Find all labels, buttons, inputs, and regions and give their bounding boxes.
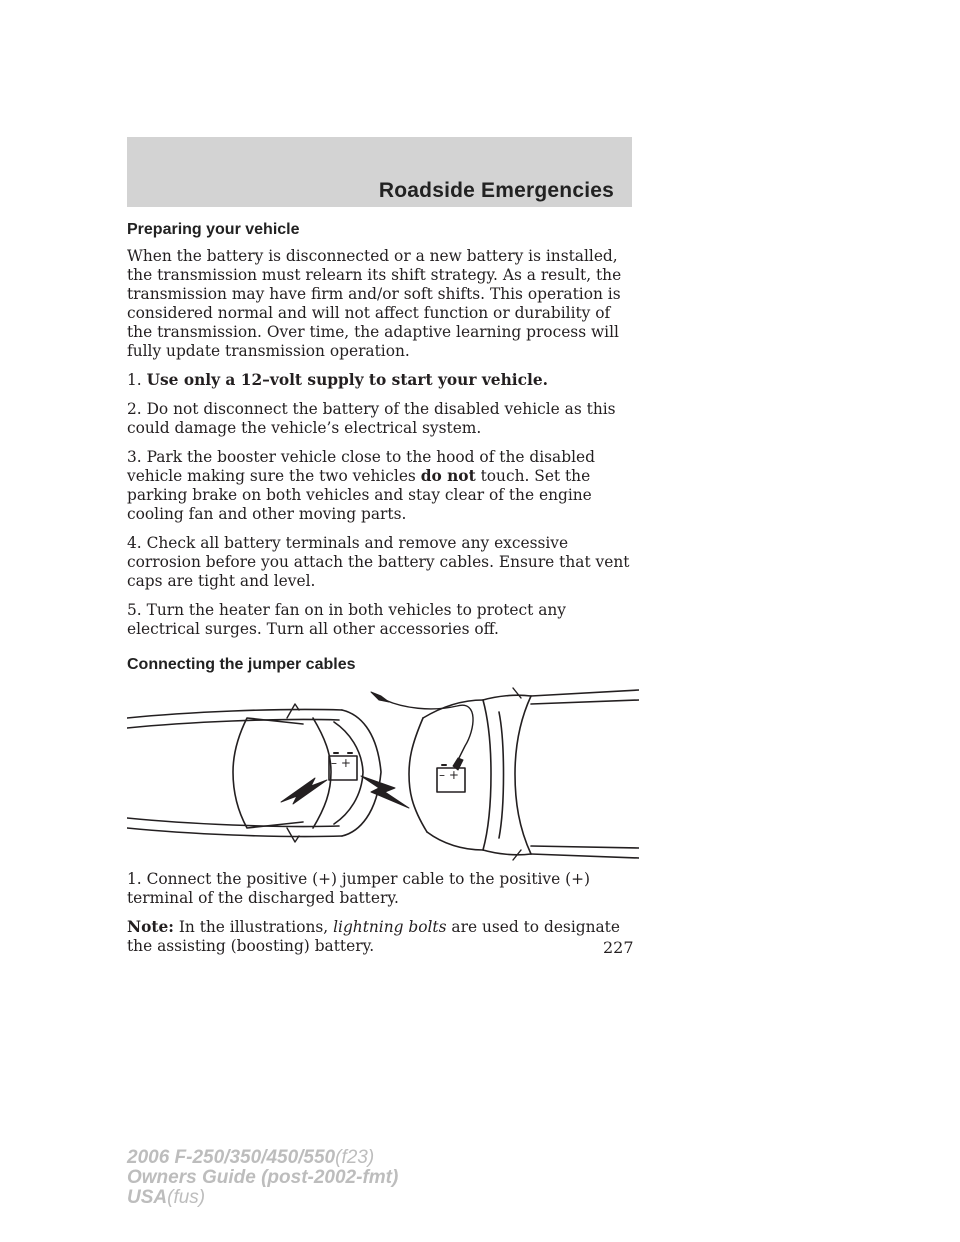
note-text-a: In the illustrations, xyxy=(178,918,329,936)
heading-connecting: Connecting the jumper cables xyxy=(127,656,356,673)
step-4: 4. Check all battery terminals and remove any excessive corrosion before you attach the battery cables. Ensure that vent caps are tight and level. xyxy=(127,534,630,590)
step-3-emphasis: do not xyxy=(420,467,476,485)
step-3-text-a: 3. Park the booster vehicle close to the hood of the disabled vehicle making sure the two vehicles xyxy=(127,448,595,485)
connect-step-1: 1. Connect the positive (+) jumper cable to the positive (+) terminal of the discharged battery. xyxy=(127,870,591,907)
lightning-bolt-icon-right xyxy=(361,776,409,808)
note-text-b: are used to designate the assisting (boosting) battery. xyxy=(127,918,620,955)
page-content xyxy=(127,220,639,966)
heading-preparing: Preparing your vehicle xyxy=(127,221,300,238)
footer-region: USA xyxy=(127,1187,168,1208)
step-1 xyxy=(127,371,639,390)
step-1-text: Use only a 12–volt supply to start your vehicle. xyxy=(146,371,548,389)
jumper-cable-illustration xyxy=(127,682,639,862)
footer-model: 2006 F-250/350/450/550 xyxy=(127,1147,336,1168)
footer-line-1 xyxy=(127,1148,398,1168)
header-band xyxy=(127,137,632,207)
footer xyxy=(127,1148,398,1208)
disabled-vehicle xyxy=(127,704,381,842)
battery-left-label: – + xyxy=(331,756,351,770)
footer-line-3 xyxy=(127,1188,398,1208)
footer-guide: Owners Guide (post-2002-fmt) xyxy=(127,1167,399,1188)
lightning-bolt-icon-left xyxy=(281,778,327,804)
step-3-text-b: touch. Set the parking brake on both vehicles and stay clear of the engine cooling fan and other moving parts. xyxy=(127,467,592,523)
step-3 xyxy=(127,448,639,524)
cable-clamp-icon xyxy=(371,692,389,702)
note xyxy=(127,918,639,956)
note-italic: lightning bolts xyxy=(333,918,447,936)
battery-left xyxy=(329,753,357,780)
step-2: 2. Do not disconnect the battery of the disabled vehicle as this could damage the vehicle’s electrical system. xyxy=(127,400,616,437)
battery-right xyxy=(437,765,465,792)
jumper-cable xyxy=(385,700,473,762)
step-1-number: 1. xyxy=(127,371,142,389)
page-number: 227 xyxy=(603,938,634,957)
battery-right-label: – + xyxy=(439,768,459,782)
jumper-cable-diagram xyxy=(127,682,639,862)
step-5: 5. Turn the heater fan on in both vehicles to protect any electrical surges. Turn all other accessories off. xyxy=(127,601,567,638)
footer-line-2 xyxy=(127,1168,398,1188)
intro-paragraph: When the battery is disconnected or a new battery is installed, the transmission must relearn its shift strategy. As a result, the transmission may have firm and/or soft shifts. This operation is considered normal and will not affect function or durability of the transmission. Over time, the adaptive learning process will fully update transmission operation. xyxy=(127,247,622,360)
footer-region-code: (fus) xyxy=(167,1187,206,1208)
section-title: Roadside Emergencies xyxy=(378,179,614,202)
note-label: Note: xyxy=(127,918,174,936)
footer-model-code: (f23) xyxy=(335,1147,375,1168)
